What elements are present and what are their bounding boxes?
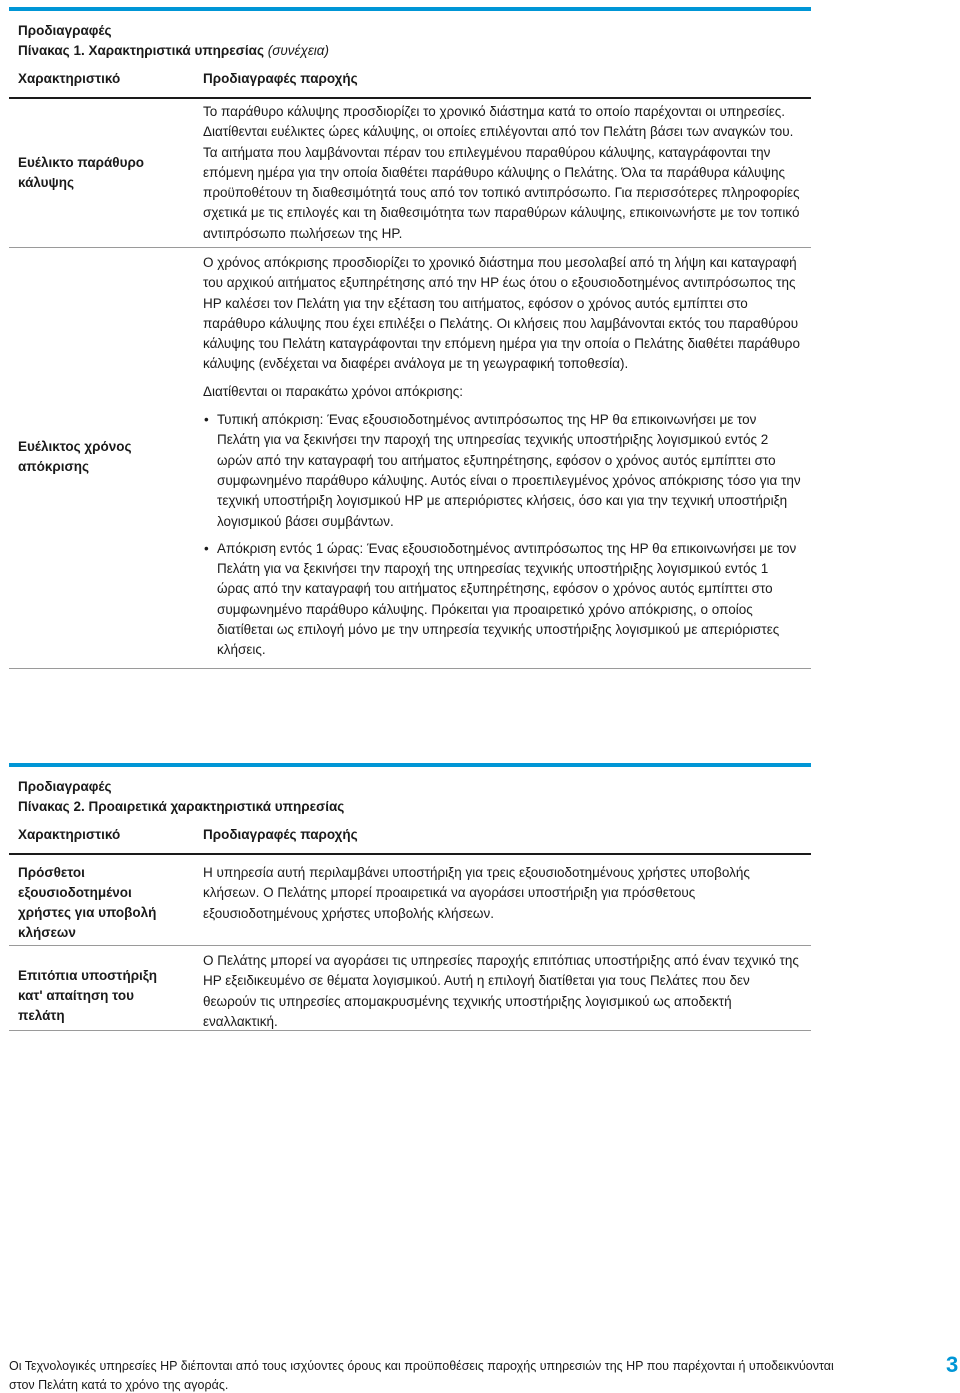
row-label: Ευέλικτο παράθυρο κάλυψης [18, 155, 145, 190]
table-row [9, 946, 811, 1031]
table-2-header-spec: Προδιαγραφές παροχής [203, 827, 358, 842]
row-label: Πρόσθετοι εξουσιοδοτημένοι χρήστες για υποβολή κλήσεων [18, 865, 157, 940]
table-row [9, 855, 811, 946]
response-time-intro: Διατίθενται οι παρακάτω χρόνοι απόκρισης: [203, 383, 464, 399]
response-time-paragraph: Ο χρόνος απόκρισης προσδιορίζει το χρονικό διάστημα που μεσολαβεί από τη λήψη και καταγραφή του αρχικού αιτήματος εξυπηρέτησης από την HP έως ότου ο εξουσιοδοτημένος αντιπρόσωπος της HP καλέσει τον Πελάτη για την εξέταση του αιτήματος, εφόσον ο χρόνος αυτός εμπίπτει στο παράθυρο κάλυψης που έχει επιλέξει ο Πελάτης. Οι κλήσεις που λαμβάνονται εκτός του παραθύρου κάλυψης του Πελάτη καταγράφονται την επόμενη ημέρα για την οποία ο Πελάτης διαθέτει παράθυρο κάλυψης (ενδέχεται να διαφέρει ανάλογα με τη γεωγραφική τοποθεσία). [203, 255, 800, 372]
table-2-header-feature: Χαρακτηριστικό [18, 827, 121, 842]
table-1-caption-bold: Πίνακας 1. Χαρακτηριστικά υπηρεσίας [18, 43, 264, 58]
row-spec [203, 253, 811, 661]
table-1-caption-suffix: (συνέχεια) [267, 43, 329, 58]
row-spec-text: Ο Πελάτης μπορεί να αγοράσει τις υπηρεσίες παροχής επιτόπιας υποστήριξης από έναν τεχνικό της HP εξειδικευμένο σε θέματα λογισμικού. Αυτή η επιλογή διατίθεται για τους Πελάτες που δεν θεωρούν τις υπηρεσίες απομακρυσμένης τεχνικής υποστήριξης λογισμικού ως αποδεκτή εναλλακτική. [203, 953, 799, 1029]
row-label-text: Ευέλικτος χρόνος απόκρισης [18, 438, 132, 474]
list-item: • Απόκριση εντός 1 ώρας: Ένας εξουσιοδοτημένος αντιπρόσωπος της HP θα επικοινωνήσει με τον Πελάτη για να ξεκινήσει την παροχή της υπηρεσίας τεχνικής υποστήριξης λογισμικού εντός 1 ώρας από την καταγραφή του αιτήματος εξυπηρέτησης, εφόσον ο χρόνος αυτός εμπίπτει στο συμφωνημένο παράθυρο κάλυψης. Πρόκειται για προαιρετικό χρόνο απόκρισης, ο οποίος διατίθεται ως επιλογή μόνο με την υπηρεσία τεχνικής υποστήριξης λογισμικού με απεριόριστες κλήσεις. [203, 539, 803, 661]
page-number: 3 [946, 1352, 959, 1377]
table-1-header-spec: Προδιαγραφές παροχής [203, 71, 358, 86]
response-time-list [203, 410, 803, 661]
footer-note: Οι Τεχνολογικές υπηρεσίες HP διέπονται από τους ισχύοντες όρους και προϋποθέσεις παροχής υπηρεσιών της HP που παρέχονται ή υποδεικνύονται στον Πελάτη κατά το χρόνο της αγοράς. [9, 1359, 834, 1392]
table-1-title: Προδιαγραφές [18, 23, 112, 38]
table-1-header-row [9, 69, 811, 99]
table-1-section [9, 7, 811, 669]
row-label: Επιτόπια υποστήριξη κατ' απαίτηση του πελάτη [18, 968, 158, 1023]
list-item: • Τυπική απόκριση: Ένας εξουσιοδοτημένος αντιπρόσωπος της HP θα επικοινωνήσει με τον Πελάτη για να ξεκινήσει την παροχή της υπηρεσίας τεχνικής υποστήριξης λογισμικού εντός 2 ωρών από την καταγραφή του αιτήματος εξυπηρέτησης, εφόσον ο χρόνος αυτός εμπίπτει στο συμφωνημένο παράθυρο κάλυψης. Αυτός είναι ο προεπιλεγμένος χρόνος απόκρισης τόσο για την τεχνική υποστήριξη λογισμικού HP με απεριόριστες κλήσεις, όσο και για την τεχνική υποστήριξη λογισμικού βάσει συμβάντων. [203, 410, 803, 532]
table-row [9, 248, 811, 669]
table-1-caption [18, 41, 811, 61]
row-spec-text: Η υπηρεσία αυτή περιλαμβάνει υποστήριξη για τρεις εξουσιοδοτημένους χρήστες υποβολής κλήσεων. Ο Πελάτης μπορεί προαιρετικά να αγοράσει υποστήριξη για πρόσθετους εξουσιοδοτημένους χρήστες υποβολής κλήσεων. [203, 865, 750, 921]
row-spec-text: Το παράθυρο κάλυψης προσδιορίζει το χρονικό διάστημα κατά το οποίο παρέχονται οι υπηρεσίες. Διατίθενται ευέλικτες ώρες κάλυψης, οι οποίες επιλέγονται από τον Πελάτη βάσει των αναγκών του. Τα αιτήματα που λαμβάνονται πέραν του επιλεγμένου παραθύρου κάλυψης, καταγράφονται την επόμενη ημέρα για την οποία διαθέτει παράθυρο κάλυψης ο Πελάτης. Όλα τα παράθυρα κάλυψης προϋποθέτουν τη διαθεσιμότητά τους από τον τοπικό αντιπρόσωπο. Για περισσότερες πληροφορίες σχετικά με τις επιλογές και τη διαθεσιμότητα των παραθύρων κάλυψης, επικοινωνήστε με τον τοπικό αντιπρόσωπο πωλήσεων της HP. [203, 103, 800, 241]
table-2-header-row [9, 825, 811, 855]
row-label [9, 253, 203, 661]
table-2-title: Προδιαγραφές [18, 779, 112, 794]
table-1-heading [9, 7, 811, 61]
table-row [9, 99, 811, 248]
table-1-header-feature: Χαρακτηριστικό [18, 71, 121, 86]
table-2-caption: Πίνακας 2. Προαιρετικά χαρακτηριστικά υπηρεσίας [18, 799, 345, 814]
table-2-section [9, 763, 811, 1031]
table-2-heading [9, 763, 811, 817]
